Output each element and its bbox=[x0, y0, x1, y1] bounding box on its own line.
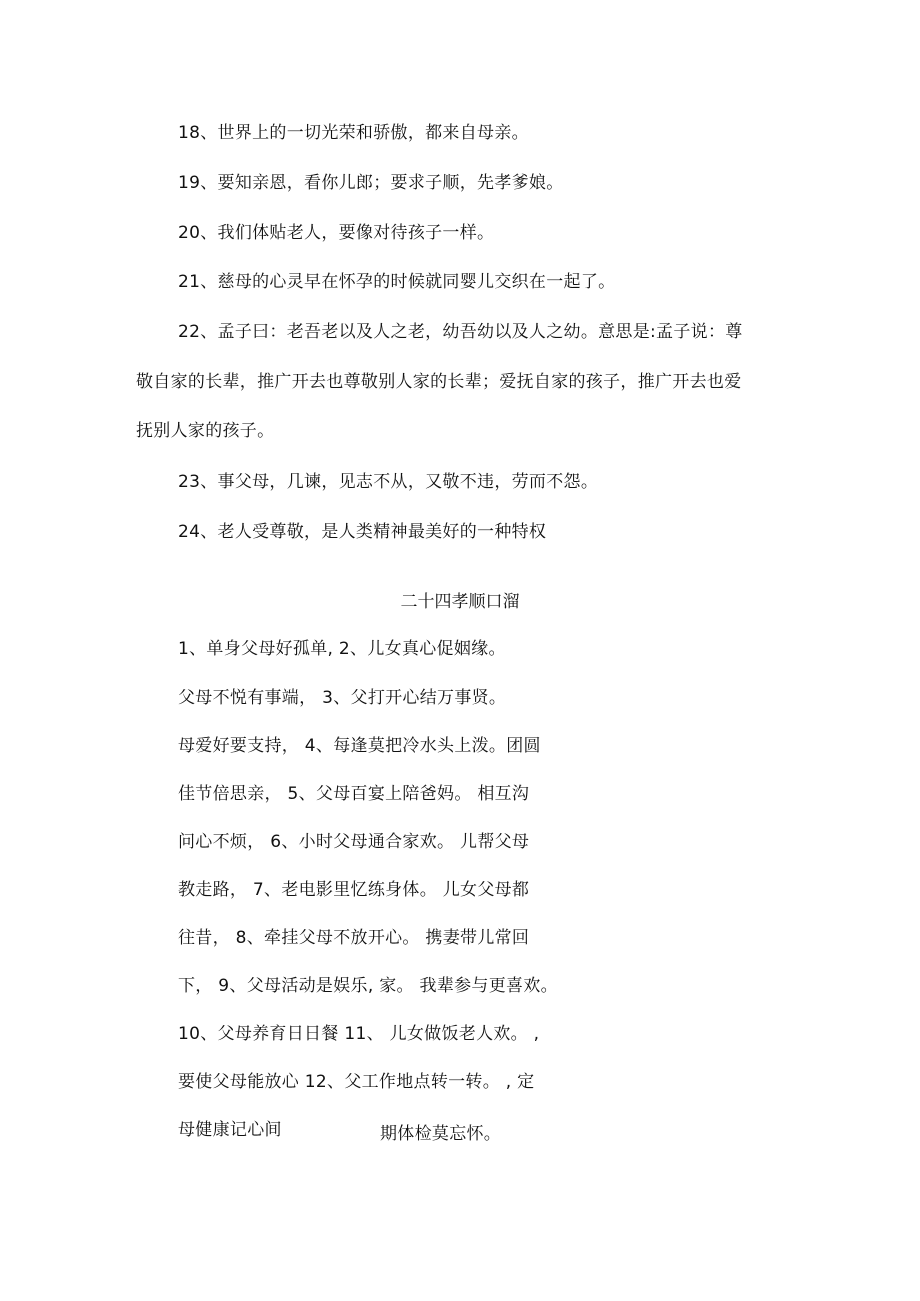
rhyme-line: 母爱好要支持， 4、每逢莫把冷水头上泼。团圆 bbox=[178, 736, 541, 756]
rhyme-line: 要使父母能放心 12、父工作地点转一转。 , 定 bbox=[178, 1072, 535, 1092]
rhyme-line: 佳节倍思亲， 5、父母百宴上陪爸妈。 相互沟 bbox=[178, 784, 530, 804]
saying-19: 19、要知亲恩，看你儿郎；要求子顺，先孝爹娘。 bbox=[178, 173, 564, 193]
rhyme-line: 往昔， 8、牵挂父母不放开心。 携妻带儿常回 bbox=[178, 928, 530, 948]
rhyme-line: 下， 9、父母活动是娱乐, 家。 我辈参与更喜欢。 bbox=[178, 976, 558, 996]
rhyme-last-left: 母健康记心间 bbox=[178, 1120, 282, 1140]
saying-22-line-3: 抚别人家的孩子。 bbox=[136, 421, 275, 441]
rhyme-line: 问心不烦， 6、小时父母通合家欢。 儿帮父母 bbox=[178, 832, 530, 852]
rhyme-line: 教走路， 7、老电影里忆练身体。 儿女父母都 bbox=[178, 880, 530, 900]
section-title: 二十四孝顺口溜 bbox=[400, 592, 520, 612]
rhyme-last-right: 期体检莫忘怀。 bbox=[380, 1124, 502, 1144]
rhyme-line: 10、父母养育日日餐 11、 儿女做饭老人欢。 , bbox=[178, 1024, 540, 1044]
saying-24: 24、老人受尊敬，是人类精神最美好的一种特权 bbox=[178, 522, 547, 542]
saying-21: 21、慈母的心灵早在怀孕的时候就同婴儿交织在一起了。 bbox=[178, 272, 616, 292]
saying-22-line-2: 敬自家的长辈，推广开去也尊敬别人家的长辈；爱抚自家的孩子，推广开去也爱 bbox=[136, 372, 742, 392]
saying-23: 23、事父母，几谏，见志不从，又敬不违，劳而不怨。 bbox=[178, 472, 599, 492]
saying-20: 20、我们体贴老人，要像对待孩子一样。 bbox=[178, 223, 495, 243]
saying-18: 18、世界上的一切光荣和骄傲，都来自母亲。 bbox=[178, 123, 529, 143]
rhyme-line: 1、单身父母好孤单, 2、儿女真心促姻缘。 bbox=[178, 639, 506, 659]
rhyme-line: 父母不悦有事端， 3、父打开心结万事贤。 bbox=[178, 688, 507, 708]
saying-22-line-1: 22、孟子曰：老吾老以及人之老，幼吾幼以及人之幼。意思是:孟子说：尊 bbox=[178, 322, 743, 342]
